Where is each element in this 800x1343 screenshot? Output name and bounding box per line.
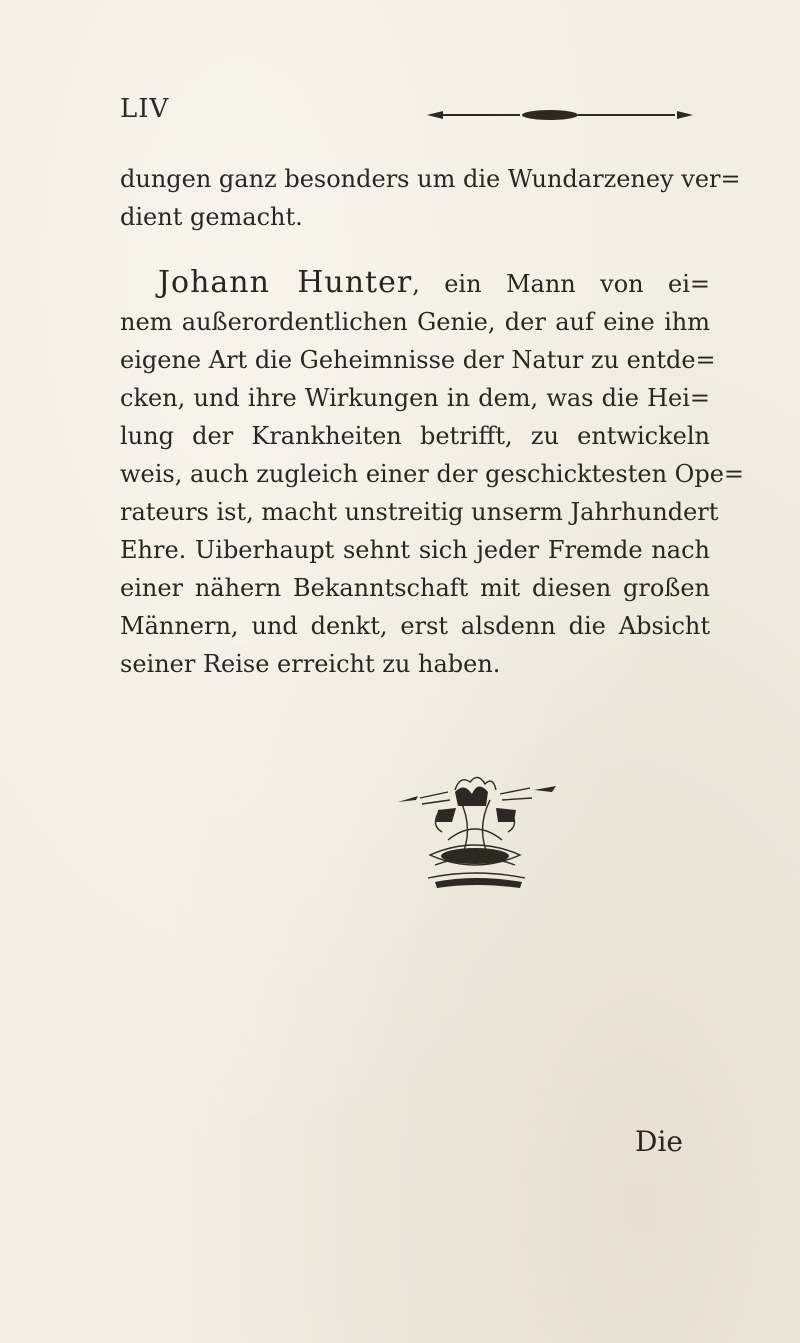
text-line: nem außerordentlichen Genie, der auf eine ihm [120,308,710,336]
text-line: dungen ganz besonders um die Wundarzeney ver= [120,165,741,193]
page-header [120,94,690,134]
text-fragment: , ein Mann von ei= [412,270,710,298]
person-name: Johann Hunter [158,265,413,300]
text-line: einer nähern Bekanntschaft mit diesen großen [120,574,710,602]
header-rule-ornament-icon [425,108,695,122]
text-line: Männern, und denkt, erst alsdenn die Absicht [120,612,710,640]
text-line: weis, auch zugleich einer der geschicktesten Ope= [120,460,745,488]
text-line: eigene Art die Geheimnisse der Natur zu entde= [120,346,716,374]
text-line: Ehre. Uiberhaupt sehnt sich jeder Fremde nach [120,536,710,564]
paragraph-opening-line [120,264,710,303]
text-line: lung der Krankheiten betrifft, zu entwickeln [120,422,710,450]
body-text [120,160,745,683]
catchword: Die [635,1125,683,1158]
text-line: dient gemacht. [120,203,303,231]
page-number: LIV [120,94,170,124]
text-line: seiner Reise erreicht zu haben. [120,650,501,678]
text-line: rateurs ist, macht unstreitig unserm Jahrhundert [120,498,719,526]
tailpiece-vignette-icon [360,770,590,900]
text-line: cken, und ihre Wirkungen in dem, was die Hei= [120,384,710,412]
